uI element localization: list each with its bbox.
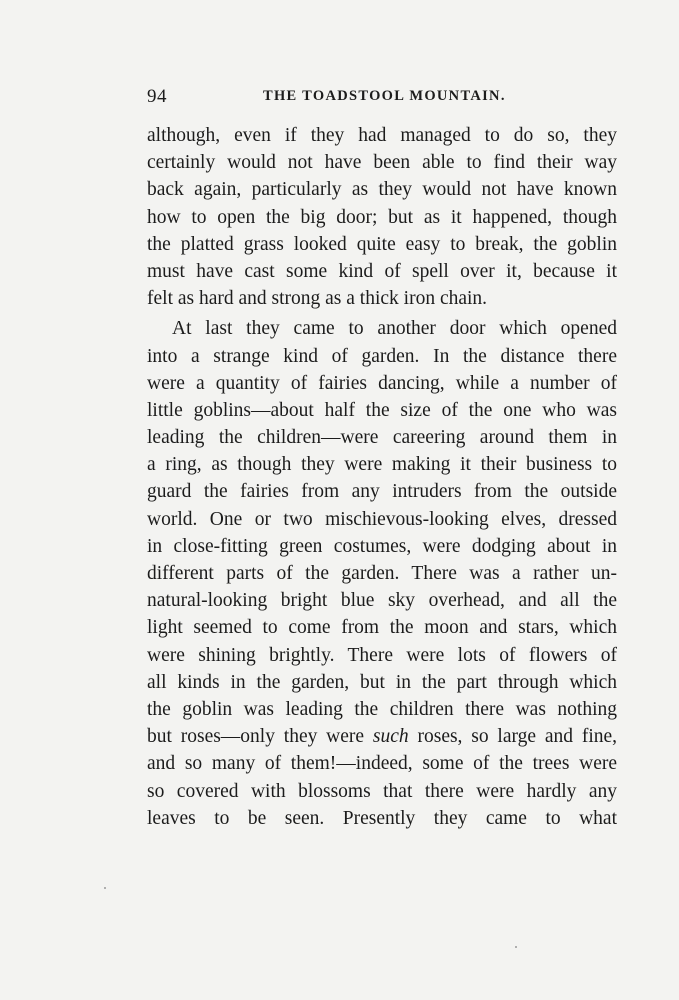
text-line: little goblins—about half the size of the one who was	[147, 399, 617, 421]
text-line: were shining brightly. There were lots of flowers of	[147, 644, 617, 666]
text-line: so covered with blossoms that there were hardly any	[147, 780, 617, 802]
text-line: in close-fitting green costumes, were dodging about in	[147, 535, 617, 557]
text-line: a ring, as though they were making it their business to	[147, 454, 617, 476]
text-line: were a quantity of fairies dancing, while a number of	[147, 372, 617, 394]
text-line: different parts of the garden. There was a rather un-	[147, 563, 617, 584]
text-line: must have cast some kind of spell over it, because it	[147, 260, 617, 282]
body-text	[147, 122, 617, 832]
text-line: felt as hard and strong as a thick iron chain.	[147, 288, 488, 310]
text-line: into a strange kind of garden. In the distance there	[147, 345, 617, 367]
paper-speck	[515, 946, 517, 948]
text-line: the platted grass looked quite easy to break, the goblin	[147, 233, 617, 255]
text-segment: but roses—only they were	[147, 726, 365, 748]
text-line: leading the children—were careering around them in	[147, 427, 617, 449]
text-line: how to open the big door; but as it happened, though	[147, 206, 617, 228]
text-segment: roses, so large and fine,	[417, 726, 617, 748]
running-head	[147, 86, 615, 112]
text-line: guard the fairies from any intruders from the outside	[147, 481, 617, 503]
text-line: all kinds in the garden, but in the part through which	[147, 671, 617, 693]
paper-speck	[104, 887, 106, 889]
text-line: leaves to be seen. Presently they came to what	[147, 807, 617, 829]
text-line: light seemed to come from the moon and stars, which	[147, 617, 617, 639]
text-line: natural-looking bright blue sky overhead, and all the	[147, 590, 617, 612]
page-number: 94	[147, 86, 167, 107]
text-line: world. One or two mischievous-looking elves, dressed	[147, 508, 617, 530]
paragraph-1	[147, 122, 617, 312]
text-line: and so many of them!—indeed, some of the trees were	[147, 753, 617, 775]
italic-word: such	[372, 726, 409, 748]
paragraph-2	[147, 315, 617, 832]
text-line: back again, particularly as they would not have known	[147, 179, 617, 201]
text-line: certainly would not have been able to find their way	[147, 152, 617, 174]
page-header-title: THE TOADSTOOL MOUNTAIN.	[263, 88, 506, 104]
text-line: the goblin was leading the children there was nothing	[147, 698, 617, 720]
text-line-with-italic	[147, 723, 617, 750]
text-line: although, even if they had managed to do so, they	[147, 125, 617, 146]
text-line: At last they came to another door which opened	[172, 318, 617, 340]
